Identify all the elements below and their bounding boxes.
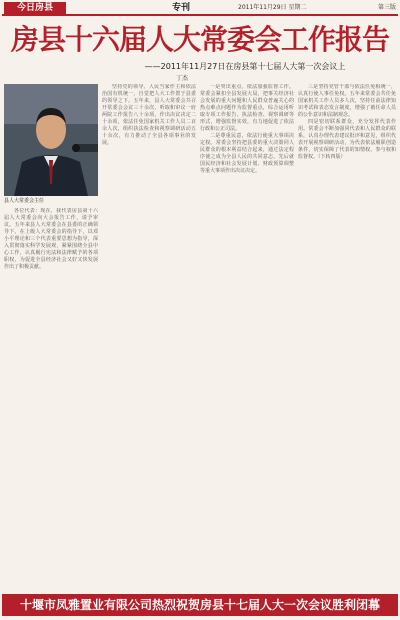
speaker-portrait-illustration (4, 84, 98, 196)
article-paragraph: 一是突出重点，依法加强监督工作。常委会紧扣全县发展大局，把事关经济社会发展的重大问题和人民群众普遍关心的热点难点问题作为监督重点，综合运用听取专项工作报告、执法检查、视察调研等形式，增强监督实效，有力地促进了依法行政和公正司法。 (200, 84, 294, 132)
article-column-2 (102, 84, 196, 590)
article-column-1 (4, 208, 98, 590)
newspaper-logo: 今日房县 (4, 2, 66, 14)
article-column-4 (298, 84, 396, 578)
issue-date: 2011年11月29日 星期二 (238, 4, 307, 11)
speaker-photo (4, 84, 98, 196)
article-paragraph: 三是坚持党管干部与依法任免相统一，认真行使人事任免权。五年来常委会共任免国家机关工作人员多人次，坚持任前法律知识考试和表态发言制度，增强了被任命人员的公仆意识和法制观念。 (298, 84, 396, 118)
article-paragraph: 四是密切联系群众，充分发挥代表作用。常委会不断加强同代表和人民群众的联系，认真办理代表建议批评和意见，组织代表开展视察调研活动，为代表依法履职创造条件，切实保障了代表的知情权、参与权和监督权。（下转四版） (298, 119, 396, 160)
photo-caption: 县人大常委会主任 (4, 198, 45, 204)
article-byline: 丁杰 (176, 75, 189, 82)
article-paragraph: 各位代表：现在，我代表房县第十六届人大常委会向大会报告工作，请予审议。五年来县人大常委会在县委的正确领导下，在上级人大常委会的指导下，以邓小平理论和三个代表重要思想为指导，深入贯彻落实科学发展观，紧紧围绕全县中心工作，认真履行宪法和法律赋予的各项职权，为促进全县经济社会又好又快发展作出了积极贡献。 (4, 208, 98, 270)
article-column-3 (200, 84, 294, 590)
congratulation-banner: 十堰市凤雅置业有限公司热烈祝贺房县十七届人大一次会议胜利闭幕 (2, 594, 398, 616)
masthead (2, 2, 398, 16)
article-paragraph: 二是尊重民意，依法行使重大事项决定权。常委会坚持把县委的重大决策同人民群众的根本利益结合起来，通过法定程序使之成为全县人民的共同意志，先后就国民经济和社会发展计划、财政预算调整等重大事项作出决议决定。 (200, 133, 294, 174)
page-edition: 第三版 (377, 4, 396, 11)
article-headline: 房县十六届人大常委会工作报告 (10, 23, 389, 56)
article-paragraph: 坚持党的领导、人民当家作主和依法治国有机统一，自觉把人大工作置于县委的领导之下。五年来，县人大常委会共召开常委会会议三十余次，听取和审议一府两院工作报告八十余项，作出决议决定二十余项，依法任免国家机关工作人员二百余人次，组织执法检查和视察调研活动五十余次，有力推动了全县各项事业的发展。 (102, 84, 196, 146)
section-title: 专刊 (172, 3, 191, 13)
article-subtitle: ——2011年11月27日在房县第十七届人大第一次会议上 (144, 62, 346, 71)
